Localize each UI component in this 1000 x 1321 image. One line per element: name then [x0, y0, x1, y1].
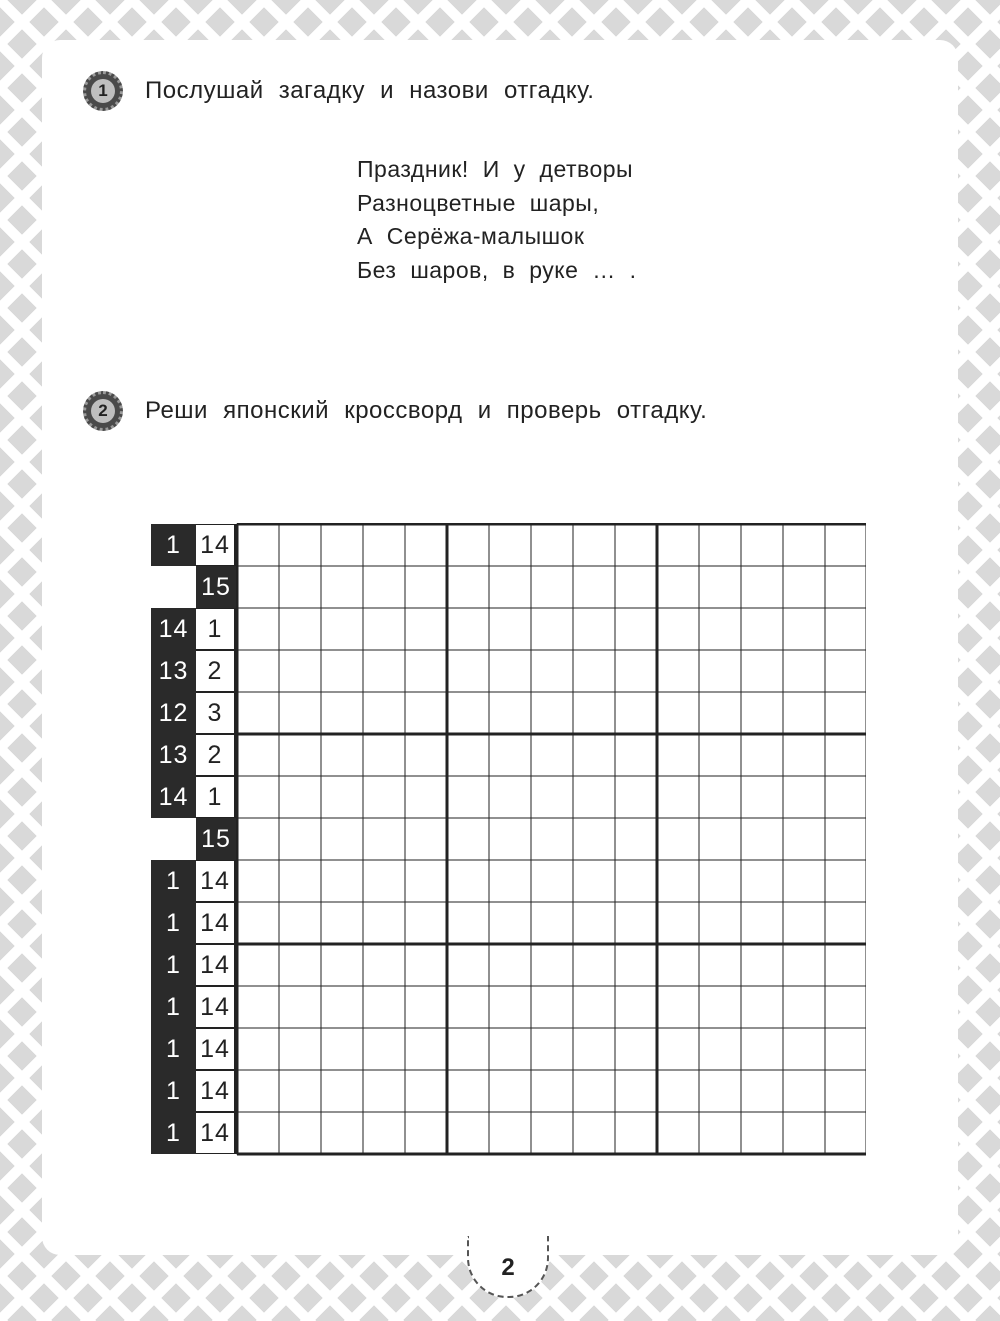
row-clue-dark: 1 [151, 524, 196, 566]
grid-cell[interactable] [405, 734, 447, 776]
grid-cell[interactable] [405, 902, 447, 944]
grid-cell[interactable] [531, 986, 573, 1028]
grid-cell[interactable] [615, 1028, 657, 1070]
grid-cell[interactable] [237, 902, 279, 944]
grid-cell[interactable] [405, 944, 447, 986]
grid-cell[interactable] [237, 650, 279, 692]
grid-cell[interactable] [531, 734, 573, 776]
grid-cell[interactable] [657, 818, 699, 860]
row-clue-light: 1 [196, 776, 236, 818]
grid-cell[interactable] [615, 860, 657, 902]
grid-cell[interactable] [447, 818, 489, 860]
grid-cell[interactable] [279, 692, 321, 734]
row-clue-dark: 15 [196, 818, 236, 860]
grid-cell[interactable] [573, 902, 615, 944]
grid-cell[interactable] [531, 1028, 573, 1070]
grid-cell[interactable] [741, 608, 783, 650]
grid-cell[interactable] [741, 944, 783, 986]
grid-cell[interactable] [783, 1028, 825, 1070]
grid-cell[interactable] [657, 902, 699, 944]
grid-cell[interactable] [573, 1028, 615, 1070]
row-clue-dark: 1 [151, 1070, 196, 1112]
grid-cell[interactable] [447, 692, 489, 734]
row-clue-dark: 1 [151, 902, 196, 944]
grid-cell[interactable] [489, 650, 531, 692]
row-clue-dark: 1 [151, 860, 196, 902]
grid-cell[interactable] [825, 1070, 866, 1112]
grid-cell[interactable] [573, 1070, 615, 1112]
row-clue-dark: 15 [196, 566, 236, 608]
grid-cell[interactable] [741, 524, 783, 566]
grid-cell[interactable] [363, 692, 405, 734]
task-number-badge [83, 71, 123, 111]
grid-cell[interactable] [783, 818, 825, 860]
grid-cell[interactable] [615, 734, 657, 776]
task-instruction: Реши японский кроссворд и проверь отгадку. [145, 397, 708, 424]
grid-cell[interactable] [573, 524, 615, 566]
grid-cell[interactable] [699, 524, 741, 566]
grid-cell[interactable] [699, 986, 741, 1028]
grid-cell[interactable] [573, 566, 615, 608]
grid-cell[interactable] [657, 986, 699, 1028]
nonogram-grid[interactable] [236, 523, 866, 1158]
grid-cell[interactable] [363, 1070, 405, 1112]
row-clue-light: 2 [196, 650, 236, 692]
grid-cell[interactable] [657, 608, 699, 650]
grid-cell[interactable] [657, 1070, 699, 1112]
grid-cell[interactable] [405, 692, 447, 734]
grid-cell[interactable] [531, 650, 573, 692]
grid-cell[interactable] [657, 1028, 699, 1070]
grid-cell[interactable] [279, 1028, 321, 1070]
grid-cell[interactable] [447, 608, 489, 650]
grid-cell[interactable] [489, 944, 531, 986]
grid-cell[interactable] [615, 986, 657, 1028]
grid-cell[interactable] [531, 1070, 573, 1112]
page-number: 2 [501, 1254, 515, 1281]
grid-cell[interactable] [363, 566, 405, 608]
grid-cell[interactable] [783, 776, 825, 818]
grid-cell[interactable] [489, 986, 531, 1028]
grid-cell[interactable] [321, 734, 363, 776]
grid-cell[interactable] [363, 524, 405, 566]
grid-cell[interactable] [741, 818, 783, 860]
grid-cell[interactable] [405, 860, 447, 902]
grid-cell[interactable] [405, 818, 447, 860]
grid-cell[interactable] [531, 524, 573, 566]
row-clue-light: 14 [196, 986, 236, 1028]
grid-cell[interactable] [279, 986, 321, 1028]
grid-cell[interactable] [825, 860, 866, 902]
grid-cell[interactable] [825, 608, 866, 650]
grid-cell[interactable] [615, 818, 657, 860]
grid-cell[interactable] [237, 608, 279, 650]
row-clue-dark: 12 [151, 692, 196, 734]
grid-cell[interactable] [363, 1112, 405, 1154]
poem-line: Без шаров, в руке … . [357, 256, 637, 283]
row-clue-light: 14 [196, 1112, 236, 1154]
grid-cell[interactable] [825, 902, 866, 944]
grid-cell[interactable] [573, 860, 615, 902]
grid-cell[interactable] [573, 608, 615, 650]
grid-cell[interactable] [825, 734, 866, 776]
grid-cell[interactable] [699, 566, 741, 608]
grid-cell[interactable] [447, 944, 489, 986]
grid-cell[interactable] [447, 1028, 489, 1070]
grid-cell[interactable] [405, 1112, 447, 1154]
grid-cell[interactable] [405, 1070, 447, 1112]
grid-cell[interactable] [783, 860, 825, 902]
grid-cell[interactable] [531, 1112, 573, 1154]
grid-cell[interactable] [321, 818, 363, 860]
grid-cell[interactable] [573, 818, 615, 860]
grid-cell[interactable] [279, 650, 321, 692]
grid-cell[interactable] [657, 734, 699, 776]
grid-cell[interactable] [321, 986, 363, 1028]
grid-cell[interactable] [573, 692, 615, 734]
row-clue-light: 14 [196, 1028, 236, 1070]
grid-cell[interactable] [447, 860, 489, 902]
grid-cell[interactable] [657, 776, 699, 818]
grid-cell[interactable] [615, 776, 657, 818]
grid-cell[interactable] [489, 1028, 531, 1070]
row-clue-dark: 1 [151, 944, 196, 986]
grid-cell[interactable] [825, 692, 866, 734]
grid-cell[interactable] [699, 1028, 741, 1070]
grid-cell[interactable] [321, 944, 363, 986]
grid-cell[interactable] [321, 1028, 363, 1070]
grid-cell[interactable] [825, 566, 866, 608]
grid-cell[interactable] [489, 860, 531, 902]
grid-cell[interactable] [741, 1070, 783, 1112]
grid-cell[interactable] [363, 986, 405, 1028]
grid-cell[interactable] [237, 566, 279, 608]
poem-line: А Серёжа-малышок [357, 223, 585, 249]
grid-cell[interactable] [741, 860, 783, 902]
grid-cell[interactable] [825, 1112, 866, 1154]
grid-cell[interactable] [321, 692, 363, 734]
grid-cell[interactable] [825, 524, 866, 566]
grid-cell[interactable] [783, 902, 825, 944]
grid-cell[interactable] [405, 608, 447, 650]
row-clue-light: 14 [196, 944, 236, 986]
grid-cell[interactable] [237, 944, 279, 986]
grid-cell[interactable] [531, 944, 573, 986]
grid-cell[interactable] [321, 566, 363, 608]
grid-cell[interactable] [573, 1112, 615, 1154]
grid-cell[interactable] [363, 776, 405, 818]
grid-cell[interactable] [405, 776, 447, 818]
grid-cell[interactable] [279, 1070, 321, 1112]
grid-cell[interactable] [699, 776, 741, 818]
grid-cell[interactable] [321, 1112, 363, 1154]
grid-cell[interactable] [699, 1070, 741, 1112]
grid-cell[interactable] [237, 692, 279, 734]
grid-cell[interactable] [573, 650, 615, 692]
grid-cell[interactable] [657, 944, 699, 986]
row-clue-dark: 1 [151, 986, 196, 1028]
grid-cell[interactable] [447, 1070, 489, 1112]
grid-cell[interactable] [489, 776, 531, 818]
grid-cell[interactable] [237, 1070, 279, 1112]
grid-cell[interactable] [741, 776, 783, 818]
grid-cell[interactable] [279, 524, 321, 566]
grid-cell[interactable] [279, 776, 321, 818]
grid-cell[interactable] [531, 776, 573, 818]
row-clue-dark: 14 [151, 776, 196, 818]
grid-cell[interactable] [237, 776, 279, 818]
grid-cell[interactable] [615, 944, 657, 986]
grid-cell[interactable] [741, 692, 783, 734]
grid-cell[interactable] [615, 608, 657, 650]
grid-cell[interactable] [489, 524, 531, 566]
row-clue-light: 14 [196, 860, 236, 902]
task-number-badge [83, 391, 123, 431]
grid-cell[interactable] [699, 692, 741, 734]
grid-cell[interactable] [699, 734, 741, 776]
grid-cell[interactable] [531, 692, 573, 734]
poem-line: Праздник! И у детворы [357, 156, 634, 182]
grid-cell[interactable] [531, 566, 573, 608]
grid-cell[interactable] [657, 860, 699, 902]
row-clue-light: 2 [196, 734, 236, 776]
grid-cell[interactable] [531, 608, 573, 650]
grid-cell[interactable] [741, 1028, 783, 1070]
grid-cell[interactable] [489, 818, 531, 860]
grid-cell[interactable] [363, 818, 405, 860]
grid-cell[interactable] [279, 1112, 321, 1154]
grid-cell[interactable] [237, 1028, 279, 1070]
grid-cell[interactable] [783, 650, 825, 692]
grid-cell[interactable] [825, 818, 866, 860]
grid-cell[interactable] [489, 1112, 531, 1154]
grid-cell[interactable] [615, 1112, 657, 1154]
grid-cell[interactable] [699, 902, 741, 944]
grid-cell[interactable] [405, 650, 447, 692]
grid-cell[interactable] [825, 776, 866, 818]
task-2 [83, 391, 707, 431]
grid-cell[interactable] [489, 566, 531, 608]
grid-cell[interactable] [615, 566, 657, 608]
grid-cell[interactable] [783, 1112, 825, 1154]
grid-cell[interactable] [321, 860, 363, 902]
grid-cell[interactable] [279, 944, 321, 986]
poem-line: Разноцветные шары, [357, 189, 600, 216]
grid-cell[interactable] [447, 734, 489, 776]
grid-cell[interactable] [363, 944, 405, 986]
grid-cell[interactable] [279, 734, 321, 776]
grid-cell[interactable] [699, 608, 741, 650]
grid-cell[interactable] [615, 902, 657, 944]
grid-cell[interactable] [237, 524, 279, 566]
row-clue-light: 14 [196, 524, 236, 566]
grid-cell[interactable] [405, 566, 447, 608]
grid-cell[interactable] [363, 608, 405, 650]
grid-cell[interactable] [825, 1028, 866, 1070]
grid-cell[interactable] [657, 566, 699, 608]
grid-cell[interactable] [489, 1070, 531, 1112]
grid-cell[interactable] [447, 566, 489, 608]
grid-cell[interactable] [699, 818, 741, 860]
grid-cell[interactable] [279, 902, 321, 944]
grid-cell[interactable] [279, 566, 321, 608]
grid-cell[interactable] [447, 1112, 489, 1154]
grid-cell[interactable] [279, 860, 321, 902]
grid-cell[interactable] [825, 986, 866, 1028]
grid-cell[interactable] [573, 944, 615, 986]
row-clue-dark: 13 [151, 650, 196, 692]
riddle-poem [357, 153, 637, 287]
grid-cell[interactable] [573, 734, 615, 776]
grid-cell[interactable] [573, 776, 615, 818]
grid-cell[interactable] [615, 524, 657, 566]
grid-cell[interactable] [279, 608, 321, 650]
grid-cell[interactable] [321, 776, 363, 818]
grid-cell[interactable] [699, 860, 741, 902]
grid-cell[interactable] [741, 902, 783, 944]
grid-cell[interactable] [405, 1028, 447, 1070]
grid-cell[interactable] [321, 650, 363, 692]
grid-cell[interactable] [741, 1112, 783, 1154]
grid-cell[interactable] [783, 608, 825, 650]
grid-cell[interactable] [825, 944, 866, 986]
grid-cell[interactable] [741, 650, 783, 692]
task-number: 2 [91, 399, 115, 423]
grid-cell[interactable] [783, 524, 825, 566]
task-1 [83, 71, 594, 111]
grid-cell[interactable] [699, 650, 741, 692]
grid-cell[interactable] [531, 902, 573, 944]
row-clue-light: 14 [196, 902, 236, 944]
grid-cell[interactable] [615, 1070, 657, 1112]
grid-cell[interactable] [363, 734, 405, 776]
grid-cell[interactable] [489, 608, 531, 650]
row-clue-light: 1 [196, 608, 236, 650]
grid-cell[interactable] [447, 902, 489, 944]
grid-cell[interactable] [405, 986, 447, 1028]
row-clue-dark: 1 [151, 1028, 196, 1070]
grid-cell[interactable] [699, 1112, 741, 1154]
grid-cell[interactable] [657, 692, 699, 734]
grid-cell[interactable] [447, 776, 489, 818]
grid-cell[interactable] [363, 902, 405, 944]
grid-cell[interactable] [447, 986, 489, 1028]
grid-cell[interactable] [321, 608, 363, 650]
grid-cell[interactable] [237, 860, 279, 902]
task-number: 1 [91, 79, 115, 103]
grid-cell[interactable] [363, 860, 405, 902]
row-clue-dark: 13 [151, 734, 196, 776]
row-clue-light: 3 [196, 692, 236, 734]
row-clue-dark: 1 [151, 1112, 196, 1154]
grid-cell[interactable] [237, 986, 279, 1028]
grid-cell[interactable] [405, 524, 447, 566]
grid-cell[interactable] [237, 734, 279, 776]
row-clue-light: 14 [196, 1070, 236, 1112]
grid-cell[interactable] [321, 1070, 363, 1112]
grid-cell[interactable] [531, 818, 573, 860]
grid-cell[interactable] [741, 986, 783, 1028]
grid-cell[interactable] [321, 902, 363, 944]
grid-cell[interactable] [447, 524, 489, 566]
grid-cell[interactable] [783, 1070, 825, 1112]
task-instruction: Послушай загадку и назови отгадку. [145, 77, 595, 104]
grid-cell[interactable] [825, 650, 866, 692]
grid-cell[interactable] [237, 1112, 279, 1154]
grid-cell[interactable] [363, 1028, 405, 1070]
grid-cell[interactable] [573, 986, 615, 1028]
grid-cell[interactable] [783, 692, 825, 734]
grid-cell[interactable] [699, 944, 741, 986]
grid-cell[interactable] [489, 692, 531, 734]
grid-cell[interactable] [615, 692, 657, 734]
grid-cell[interactable] [531, 860, 573, 902]
grid-cell[interactable] [279, 818, 321, 860]
grid-cell[interactable] [363, 650, 405, 692]
grid-cell[interactable] [237, 818, 279, 860]
grid-cell[interactable] [657, 1112, 699, 1154]
grid-cell[interactable] [615, 650, 657, 692]
grid-cell[interactable] [321, 524, 363, 566]
grid-cell[interactable] [783, 566, 825, 608]
grid-cell[interactable] [783, 986, 825, 1028]
grid-cell[interactable] [657, 524, 699, 566]
grid-cell[interactable] [657, 650, 699, 692]
grid-cell[interactable] [447, 650, 489, 692]
grid-cell[interactable] [489, 902, 531, 944]
grid-cell[interactable] [489, 734, 531, 776]
grid-cell[interactable] [783, 734, 825, 776]
grid-cell[interactable] [741, 734, 783, 776]
grid-cell[interactable] [783, 944, 825, 986]
row-clue-dark: 14 [151, 608, 196, 650]
grid-cell[interactable] [741, 566, 783, 608]
